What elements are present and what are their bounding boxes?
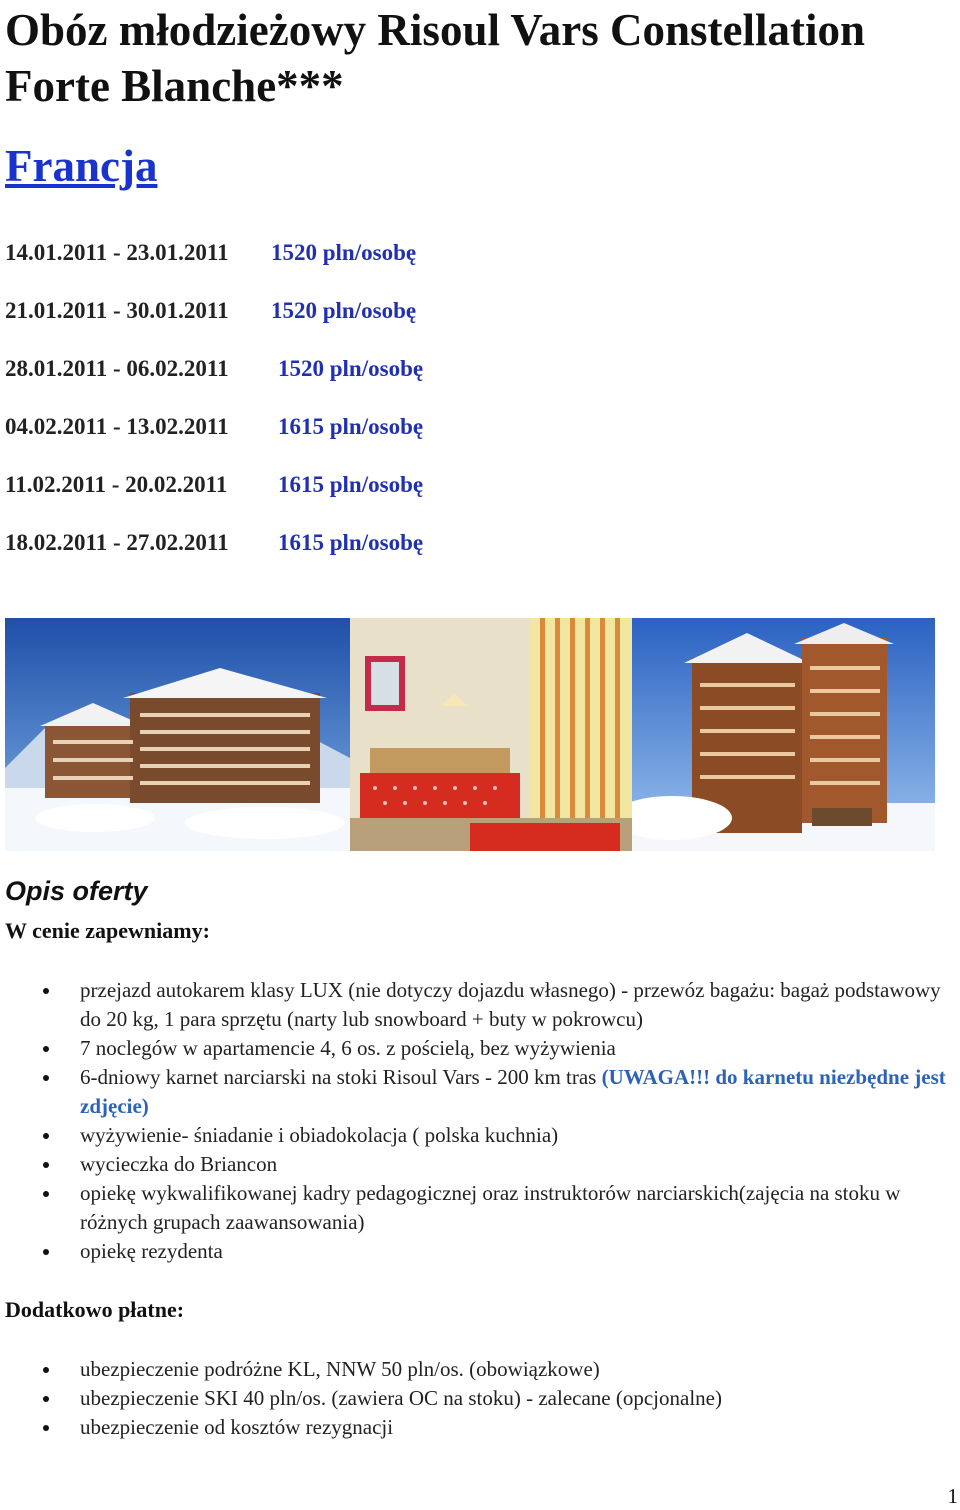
hotel-tower-illustration xyxy=(632,618,935,851)
list-item: ubezpieczenie SKI 40 pln/os. (zawiera OC na stoku) - zalecane (opcjonalne) xyxy=(0,1384,960,1413)
page-title: Obóz młodzieżowy Risoul Vars Constellation Forte Blanche*** xyxy=(5,5,866,111)
hotel-exterior-illustration xyxy=(5,618,350,851)
page-number: 1 xyxy=(947,1484,958,1508)
date-row xyxy=(5,356,605,392)
list-item: ubezpieczenie od kosztów rezygnacji xyxy=(0,1413,960,1442)
extra-list xyxy=(0,1355,960,1442)
date-price: 1520 pln/osobę xyxy=(271,240,417,265)
included-heading: W cenie zapewniamy: xyxy=(5,918,210,943)
included-list xyxy=(0,976,960,1266)
list-item: 7 noclegów w apartamencie 4, 6 os. z pościelą, bez wyżywienia xyxy=(0,1034,960,1063)
date-range: 21.01.2011 - 30.01.2011 xyxy=(5,298,229,323)
date-price: 1615 pln/osobę xyxy=(278,414,424,439)
photo-strip xyxy=(5,618,935,851)
date-price: 1520 pln/osobę xyxy=(271,298,417,323)
offer-heading: Opis oferty xyxy=(5,876,148,906)
list-item: ubezpieczenie podróżne KL, NNW 50 pln/os. (obowiązkowe) xyxy=(0,1355,960,1384)
list-item: opiekę rezydenta xyxy=(0,1237,960,1266)
apartment-interior-photo xyxy=(350,618,632,851)
hotel-exterior-photo xyxy=(5,618,350,851)
extra-heading: Dodatkowo płatne: xyxy=(5,1297,185,1322)
date-row xyxy=(5,240,605,276)
list-item: przejazd autokarem klasy LUX (nie dotyczy dojazdu własnego) - przewóz bagażu: bagaż podstawowy do 20 kg, 1 para sprzętu (narty lub snowboard + buty w pokrowcu) xyxy=(0,976,960,1034)
list-item: opiekę wykwalifikowanej kadry pedagogicznej oraz instruktorów narciarskich(zajęcia na stoku w różnych grupach zaawansowania) xyxy=(0,1179,960,1237)
date-row xyxy=(5,298,605,334)
date-row xyxy=(5,472,605,508)
country-link[interactable]: Francja xyxy=(5,141,158,191)
date-range: 11.02.2011 - 20.02.2011 xyxy=(5,472,228,497)
date-range: 18.02.2011 - 27.02.2011 xyxy=(5,530,229,555)
date-price: 1615 pln/osobę xyxy=(278,472,424,497)
list-item xyxy=(0,1063,960,1121)
ski-pass-note: (UWAGA!!! do karnetu niezbędne jest zdjęcie) xyxy=(80,1065,946,1118)
date-range: 28.01.2011 - 06.02.2011 xyxy=(5,356,229,381)
date-row xyxy=(5,414,605,450)
date-range: 04.02.2011 - 13.02.2011 xyxy=(5,414,229,439)
list-item: wyżywienie- śniadanie i obiadokolacja ( polska kuchnia) xyxy=(0,1121,960,1150)
date-price: 1615 pln/osobę xyxy=(278,530,424,555)
list-item-text: 6-dniowy karnet narciarski na stoki Risoul Vars - 200 km tras xyxy=(80,1065,602,1089)
apartment-interior-illustration xyxy=(350,618,632,851)
date-row xyxy=(5,530,605,566)
date-range: 14.01.2011 - 23.01.2011 xyxy=(5,240,229,265)
hotel-tower-photo xyxy=(632,618,935,851)
date-price: 1520 pln/osobę xyxy=(278,356,424,381)
list-item: wycieczka do Briancon xyxy=(0,1150,960,1179)
